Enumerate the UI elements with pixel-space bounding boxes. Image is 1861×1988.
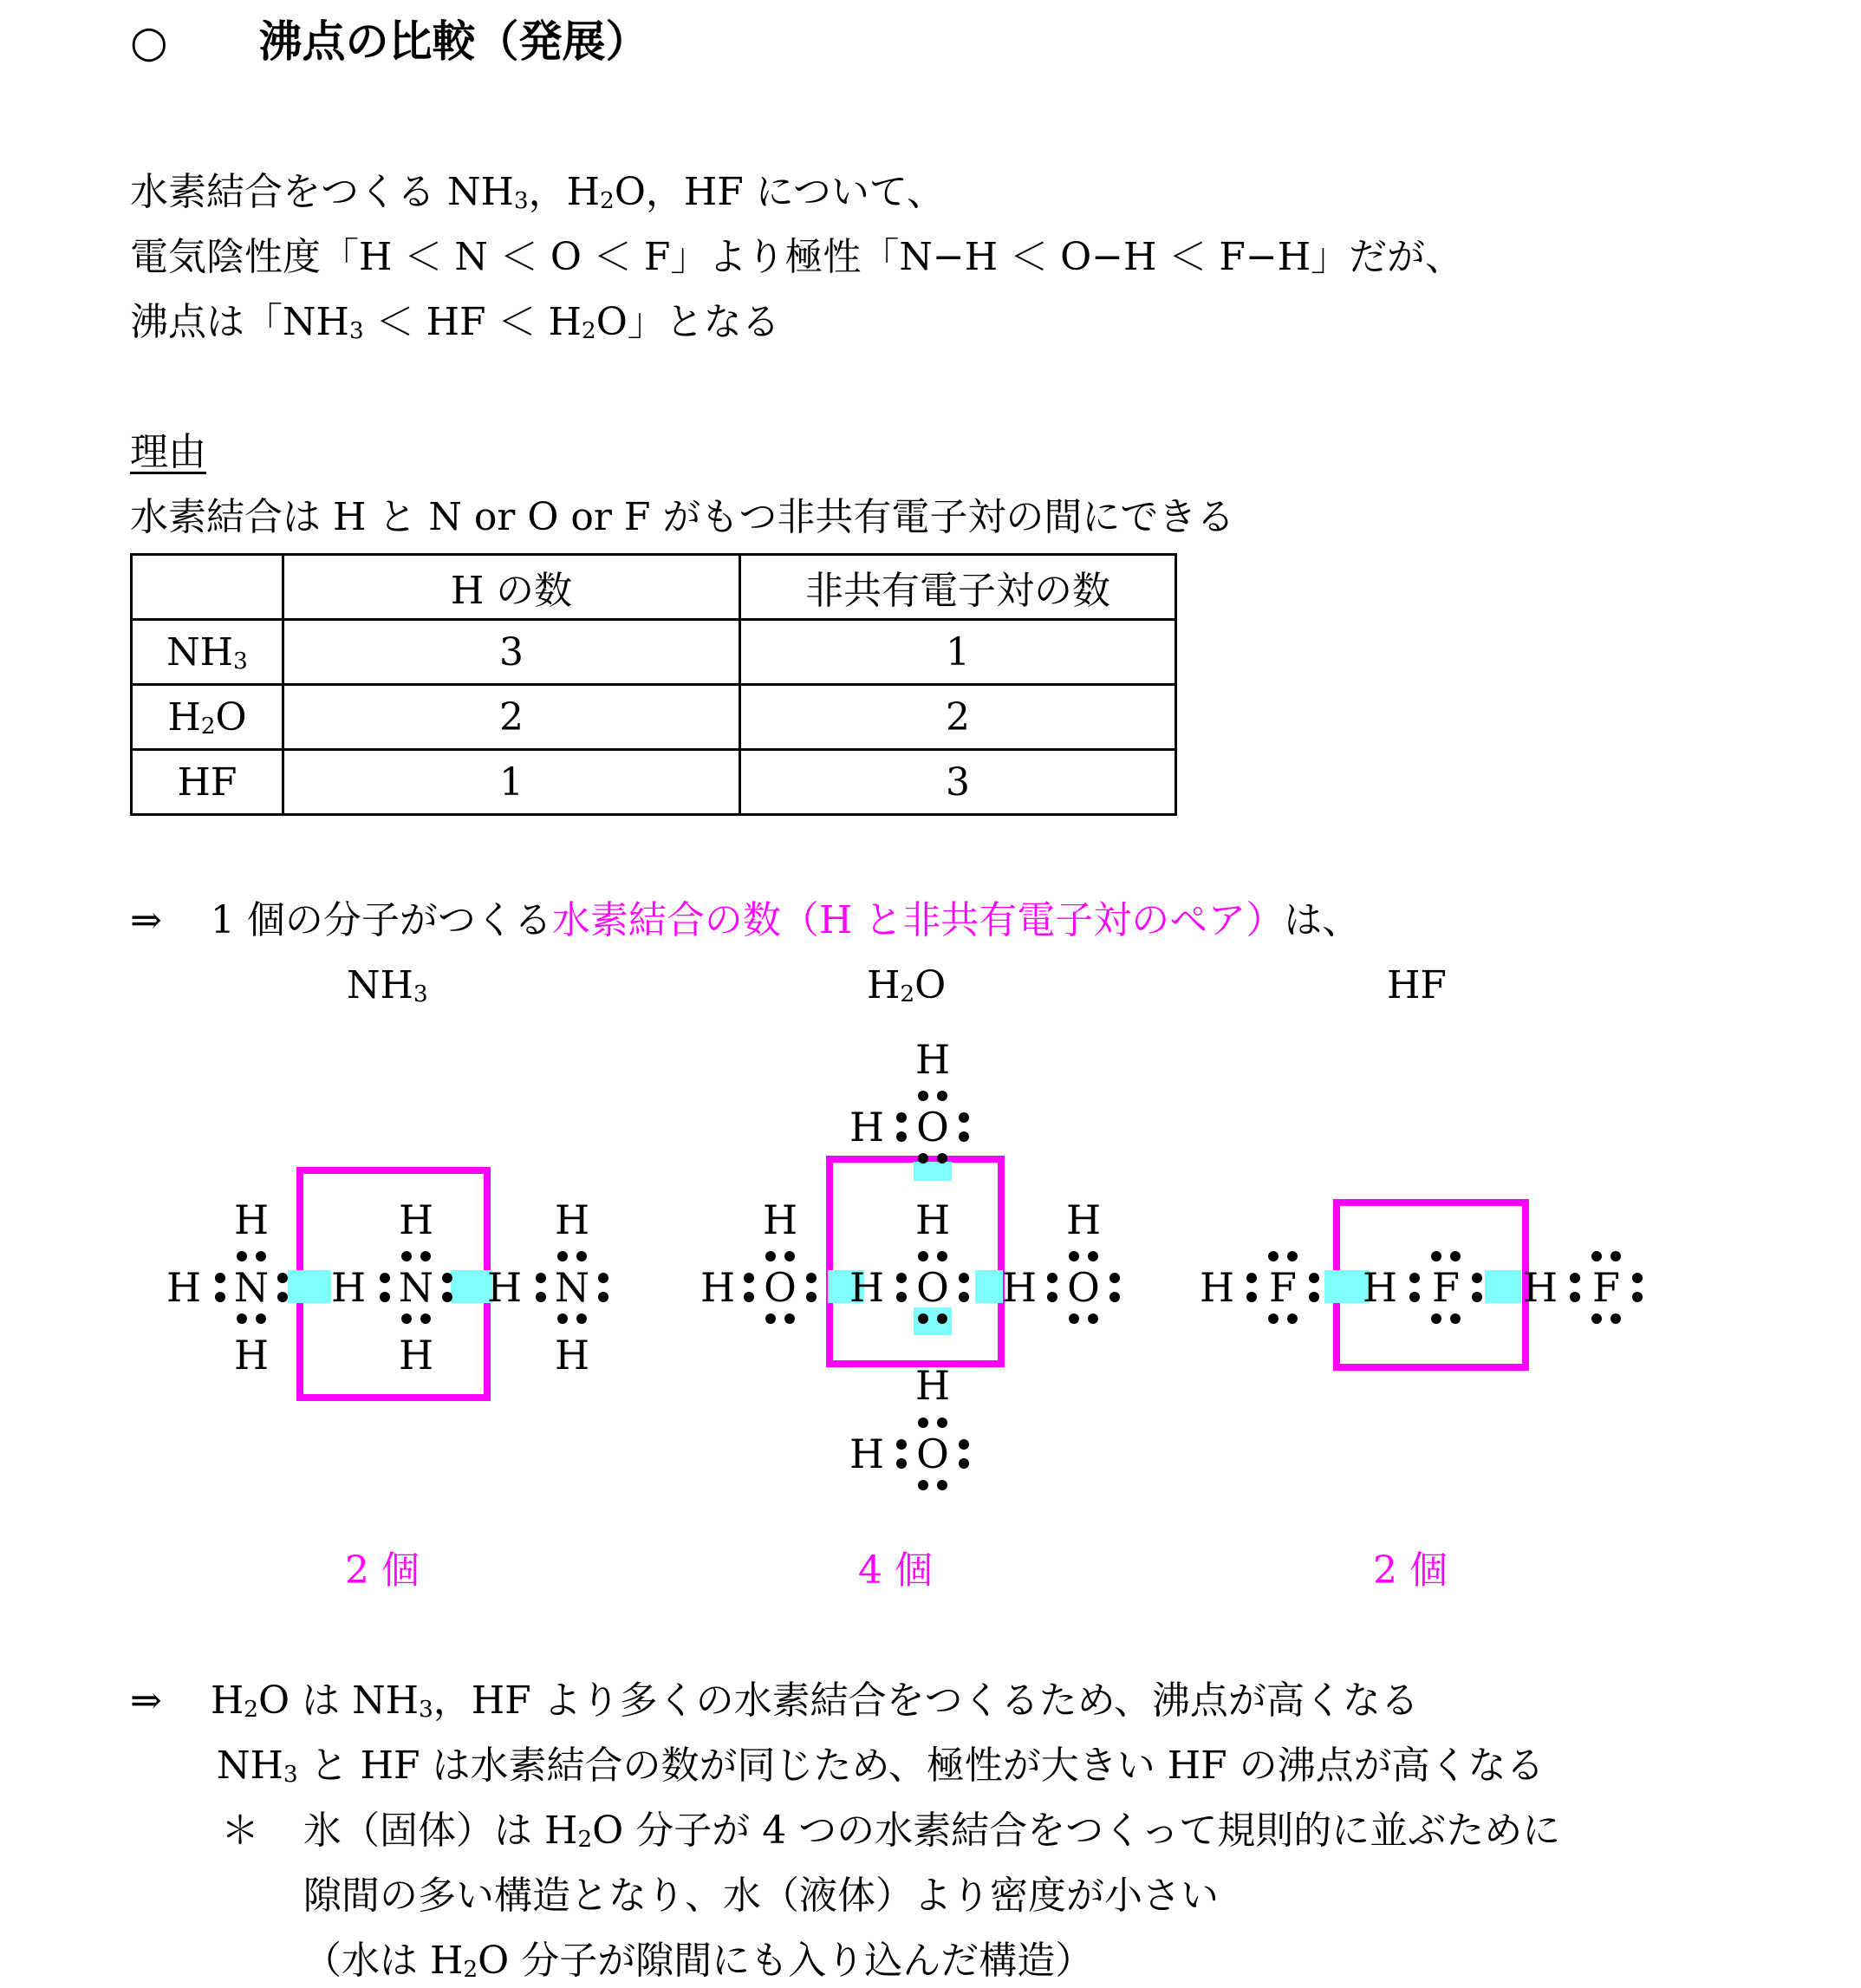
electron-dot: [380, 1292, 390, 1302]
intro-text: O」となる: [595, 300, 780, 344]
table-cell-molecule: $NH_3$: [132, 620, 283, 685]
atom-symbol: F: [1269, 1264, 1297, 1311]
reason-heading: 理由: [130, 430, 206, 474]
electron-dot: [959, 1439, 969, 1450]
electron-dot: [1431, 1313, 1441, 1324]
hydrogen-bond-marker: [288, 1270, 331, 1303]
electron-dot: [1287, 1313, 1298, 1324]
subscript: 3: [348, 316, 364, 344]
title-bullet: ○: [130, 16, 168, 67]
electron-dot: [784, 1313, 795, 1324]
electron-dot: [1610, 1251, 1621, 1261]
subscript: 3: [513, 186, 529, 214]
hydrogen-bond-marker: [1485, 1270, 1521, 1303]
electron-dot: [918, 1251, 928, 1261]
electron-dot: [959, 1131, 969, 1142]
electron-dot: [557, 1251, 568, 1261]
atom-symbol: O: [916, 1264, 949, 1311]
hydrogen-atom: H: [762, 1196, 798, 1243]
electron-dot: [1268, 1313, 1279, 1324]
atom-symbol: F: [1592, 1264, 1620, 1311]
conclusion-text: は、: [1284, 898, 1361, 942]
hydrogen-atom: H: [486, 1264, 523, 1311]
electron-dot: [215, 1273, 225, 1283]
hydrogen-atom: H: [849, 1104, 885, 1150]
table-cell-molecule: $H_2O$: [132, 685, 283, 750]
table-cell-h-count: 3: [283, 620, 740, 685]
electron-dot: [598, 1292, 608, 1302]
electron-dot: [1309, 1273, 1319, 1283]
electron-dot: [918, 1480, 928, 1490]
hydrogen-atom: H: [1362, 1264, 1398, 1311]
table-cell-lone-pairs: 2: [740, 685, 1176, 750]
electron-dot: [937, 1091, 947, 1101]
electron-dot: [536, 1292, 546, 1302]
intro-line-2: 電気陰性度「H ＜ N ＜ O ＜ F」より極性「N−H ＜ O−H ＜ F−H」だが、: [130, 235, 1464, 279]
hydrogen-atom: H: [1001, 1264, 1038, 1311]
atom-symbol: N: [398, 1264, 434, 1311]
electron-dot: [784, 1251, 795, 1261]
table-cell-h-count: 1: [283, 750, 740, 815]
electron-dot: [1109, 1273, 1120, 1283]
molecule-label-nh3: $NH_3$: [347, 963, 428, 1007]
electron-dot: [896, 1112, 907, 1123]
hydrogen-atom: H: [849, 1264, 885, 1311]
electron-dot: [256, 1251, 266, 1261]
electron-dot: [1632, 1273, 1643, 1283]
atom-symbol: O: [1067, 1264, 1100, 1311]
hydrogen-bond-marker: [914, 1162, 952, 1181]
hydrogen-atom: H: [554, 1196, 590, 1243]
hydrogen-atom: H: [914, 1036, 951, 1083]
electron-dot: [744, 1292, 754, 1302]
table-cell-lone-pairs: 3: [740, 750, 1176, 815]
hydrogen-atom: H: [1199, 1264, 1235, 1311]
hbond-count-h2o: 4 個: [858, 1548, 933, 1593]
conclusion-2-line-1: ⇒ $H_2O$ は $NH_3$，HF より多くの水素結合をつくるため、沸点が高くなる: [130, 1678, 1419, 1723]
electron-dot: [237, 1251, 247, 1261]
intro-text: ＜ HF ＜ H: [363, 300, 582, 344]
hydrogen-atom: H: [398, 1196, 434, 1243]
electron-dot: [1047, 1292, 1057, 1302]
intro-text: O，HF について、: [614, 170, 946, 214]
intro-text: ，H: [528, 170, 601, 214]
note-line-3: （水は $H_2O$ 分子が隙間にも入り込んだ構造）: [303, 1939, 1094, 1983]
hydrogen-atom: H: [700, 1264, 736, 1311]
hydrogen-atom: H: [914, 1362, 951, 1409]
electron-dot: [918, 1153, 928, 1163]
reason-text: 水素結合は H と N or O or F がもつ非共有電子対の間にできる: [130, 495, 1235, 539]
electron-dot: [1268, 1251, 1279, 1261]
electron-dot: [1309, 1292, 1319, 1302]
atom-symbol: F: [1432, 1264, 1460, 1311]
electron-dot: [1409, 1273, 1420, 1283]
table-cell-molecule: HF: [132, 750, 283, 815]
electron-dot: [420, 1251, 431, 1261]
hbond-count-hf: 2 個: [1373, 1548, 1448, 1593]
electron-dot: [959, 1458, 969, 1469]
electron-dot: [256, 1313, 266, 1324]
electron-dot: [896, 1131, 907, 1142]
molecule-label-hf: HF: [1387, 963, 1447, 1007]
electron-dot: [598, 1273, 608, 1283]
highlight-text: 水素結合の数（H と非共有電子対のペア）: [551, 898, 1285, 942]
hydrogen-bond-marker: [451, 1270, 492, 1303]
electron-dot: [277, 1292, 288, 1302]
electron-dot: [744, 1273, 754, 1283]
electron-dot: [959, 1292, 969, 1302]
electron-dot: [1632, 1292, 1643, 1302]
electron-dot: [1088, 1313, 1098, 1324]
atom-symbol: N: [233, 1264, 270, 1311]
electron-dot: [937, 1480, 947, 1490]
electron-dot: [765, 1313, 776, 1324]
electron-dot: [937, 1251, 947, 1261]
subscript: 2: [581, 316, 596, 344]
electron-dot: [536, 1273, 546, 1283]
table-header-cell: 非共有電子対の数: [740, 555, 1176, 620]
note-line-2: 隙間の多い構造となり、水（液体）より密度が小さい: [303, 1874, 1219, 1918]
intro-text: 水素結合をつくる NH: [130, 170, 514, 214]
electron-dot: [380, 1273, 390, 1283]
electron-dot: [1570, 1273, 1580, 1283]
electron-dot: [401, 1251, 412, 1261]
implies-arrow: ⇒: [130, 898, 162, 942]
electron-dot: [896, 1458, 907, 1469]
electron-dot: [896, 1273, 907, 1283]
electron-dot: [937, 1313, 947, 1324]
electron-dot: [1287, 1251, 1298, 1261]
electron-dot: [442, 1273, 452, 1283]
note-line-1: 氷（固体）は $H_2O$ 分子が 4 つの水素結合をつくって規則的に並ぶために: [303, 1809, 1561, 1853]
electron-dot: [1069, 1251, 1079, 1261]
table-cell-h-count: 2: [283, 685, 740, 750]
conclusion-2-line-2: $NH_3$ と HF は水素結合の数が同じため、極性が大きい HF の沸点が高くなる: [217, 1744, 1545, 1788]
electron-dot: [1088, 1251, 1098, 1261]
electron-dot: [1450, 1251, 1461, 1261]
electron-dot: [237, 1313, 247, 1324]
electron-dot: [1610, 1313, 1621, 1324]
conclusion-text: 1 個の分子がつくる: [210, 898, 552, 942]
electron-dot: [896, 1292, 907, 1302]
electron-dot: [215, 1292, 225, 1302]
electron-dot: [918, 1313, 928, 1324]
electron-dot: [1246, 1292, 1257, 1302]
electron-dot: [806, 1273, 817, 1283]
note-mark: ＊: [221, 1809, 259, 1853]
electron-dot: [401, 1313, 412, 1324]
electron-dot: [1246, 1273, 1257, 1283]
electron-dot: [576, 1251, 587, 1261]
electron-dot: [1109, 1292, 1120, 1302]
hydrogen-atom: H: [233, 1196, 270, 1243]
electron-dot: [896, 1439, 907, 1450]
electron-dot: [442, 1292, 452, 1302]
electron-dot: [1591, 1313, 1602, 1324]
hydrogen-atom: H: [554, 1332, 590, 1379]
electron-dot: [1570, 1292, 1580, 1302]
electron-dot: [420, 1313, 431, 1324]
title-text: 沸点の比較（発展）: [258, 16, 649, 67]
intro-text: 沸点は「NH: [130, 300, 349, 344]
atom-symbol: O: [916, 1431, 949, 1477]
hydrogen-atom: H: [233, 1332, 270, 1379]
electron-dot: [1409, 1292, 1420, 1302]
electron-dot: [1069, 1313, 1079, 1324]
electron-dot: [1047, 1273, 1057, 1283]
electron-dot: [1450, 1313, 1461, 1324]
electron-dot: [937, 1153, 947, 1163]
electron-dot: [1472, 1292, 1482, 1302]
hydrogen-atom: H: [1522, 1264, 1558, 1311]
hydrogen-atom: H: [330, 1264, 367, 1311]
hydrogen-bond-marker: [975, 1270, 1003, 1303]
electron-dot: [918, 1091, 928, 1101]
electron-dot: [557, 1313, 568, 1324]
electron-dot: [576, 1313, 587, 1324]
hydrogen-atom: H: [398, 1332, 434, 1379]
hydrogen-atom: H: [166, 1264, 202, 1311]
electron-dot: [959, 1273, 969, 1283]
table-cell-lone-pairs: 1: [740, 620, 1176, 685]
table-header-cell: H の数: [283, 555, 740, 620]
electron-dot: [277, 1273, 288, 1283]
hydrogen-atom: H: [849, 1431, 885, 1477]
electron-dot: [806, 1292, 817, 1302]
electron-dot: [959, 1112, 969, 1123]
atom-symbol: O: [764, 1264, 797, 1311]
molecule-label-h2o: $H_2O$: [867, 963, 947, 1007]
electron-dot: [1472, 1273, 1482, 1283]
hbond-count-nh3: 2 個: [345, 1548, 420, 1593]
electron-dot: [918, 1418, 928, 1428]
implies-arrow: ⇒: [130, 1678, 162, 1723]
hydrogen-atom: H: [914, 1196, 951, 1243]
hydrogen-atom: H: [1065, 1196, 1102, 1243]
electron-dot: [937, 1418, 947, 1428]
electron-dot: [1431, 1251, 1441, 1261]
atom-symbol: O: [916, 1104, 949, 1150]
atom-symbol: N: [554, 1264, 590, 1311]
electron-dot: [1591, 1251, 1602, 1261]
subscript: 2: [600, 186, 615, 214]
electron-dot: [765, 1251, 776, 1261]
